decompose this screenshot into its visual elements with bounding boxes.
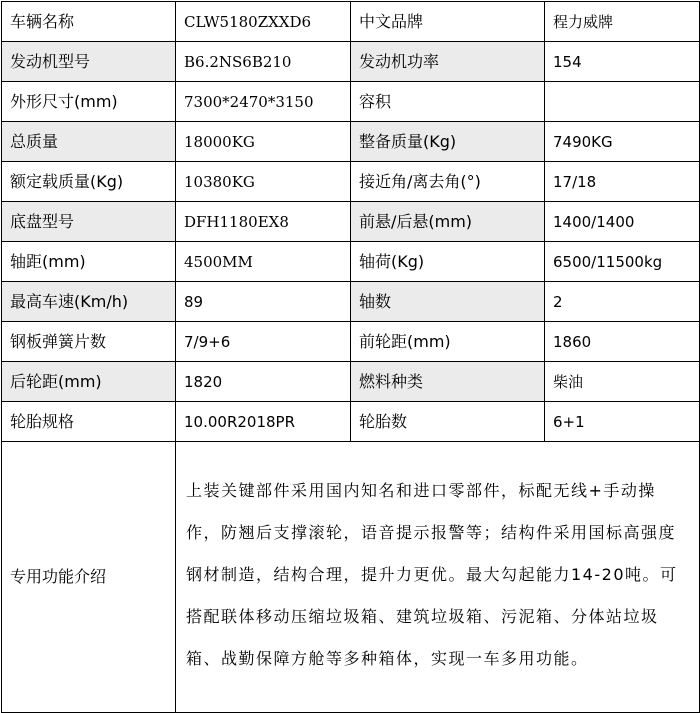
label-curb-mass: 整备质量(Kg) <box>351 122 545 162</box>
label-axle-load: 轴荷(Kg) <box>351 242 545 282</box>
value-wheelbase: 4500MM <box>176 242 351 282</box>
table-row <box>2 162 700 202</box>
value-leaf-springs: 7/9+6 <box>176 322 351 362</box>
value-chassis-model: DFH1180EX8 <box>176 202 351 242</box>
label-fuel-type: 燃料种类 <box>351 362 545 402</box>
label-overhang: 前悬/后悬(mm) <box>351 202 545 242</box>
label-rated-load: 额定载质量(Kg) <box>2 162 176 202</box>
label-volume: 容积 <box>351 82 545 122</box>
label-leaf-springs: 钢板弹簧片数 <box>2 322 176 362</box>
table-row <box>2 82 700 122</box>
label-tire-spec: 轮胎规格 <box>2 402 176 442</box>
vehicle-spec-table <box>1 1 700 713</box>
label-chassis-model: 底盘型号 <box>2 202 176 242</box>
label-vehicle-name: 车辆名称 <box>2 2 176 42</box>
label-wheelbase: 轴距(mm) <box>2 242 176 282</box>
label-front-track: 前轮距(mm) <box>351 322 545 362</box>
value-chinese-brand: 程力威牌 <box>545 2 700 42</box>
label-special-functions: 专用功能介绍 <box>2 442 176 713</box>
table-row <box>2 42 700 82</box>
table-row <box>2 402 700 442</box>
value-fuel-type: 柴油 <box>545 362 700 402</box>
table-row <box>2 362 700 402</box>
value-curb-mass: 7490KG <box>545 122 700 162</box>
value-rated-load: 10380KG <box>176 162 351 202</box>
label-max-speed: 最高车速(Km/h) <box>2 282 176 322</box>
label-gross-mass: 总质量 <box>2 122 176 162</box>
table-row <box>2 2 700 42</box>
value-approach-departure-angle: 17/18 <box>545 162 700 202</box>
value-engine-power: 154 <box>545 42 700 82</box>
table-row <box>2 122 700 162</box>
value-max-speed: 89 <box>176 282 351 322</box>
table-row <box>2 202 700 242</box>
label-chinese-brand: 中文品牌 <box>351 2 545 42</box>
value-axle-count: 2 <box>545 282 700 322</box>
value-volume <box>545 82 700 122</box>
value-front-track: 1860 <box>545 322 700 362</box>
value-tire-count: 6+1 <box>545 402 700 442</box>
value-tire-spec: 10.00R2018PR <box>176 402 351 442</box>
table-row <box>2 282 700 322</box>
value-dimensions: 7300*2470*3150 <box>176 82 351 122</box>
value-gross-mass: 18000KG <box>176 122 351 162</box>
table-row <box>2 442 700 713</box>
label-dimensions: 外形尺寸(mm) <box>2 82 176 122</box>
label-rear-track: 后轮距(mm) <box>2 362 176 402</box>
table-row <box>2 322 700 362</box>
label-engine-power: 发动机功率 <box>351 42 545 82</box>
table-row <box>2 242 700 282</box>
value-rear-track: 1820 <box>176 362 351 402</box>
special-functions-description: 上装关键部件采用国内知名和进口零部件，标配无线+手动操作，防翘后支撑滚轮，语音提示报警等；结构件采用国标高强度钢材制造，结构合理，提升力更优。最大勾起能力14-20吨。可搭配联体移动压缩垃圾箱、建筑垃圾箱、污泥箱、分体站垃圾箱、战勤保障方舱等多种箱体，实现一车多用功能。 <box>176 442 700 713</box>
label-engine-model: 发动机型号 <box>2 42 176 82</box>
value-axle-load: 6500/11500kg <box>545 242 700 282</box>
value-engine-model: B6.2NS6B210 <box>176 42 351 82</box>
label-axle-count: 轴数 <box>351 282 545 322</box>
value-overhang: 1400/1400 <box>545 202 700 242</box>
label-tire-count: 轮胎数 <box>351 402 545 442</box>
value-vehicle-name: CLW5180ZXXD6 <box>176 2 351 42</box>
label-approach-departure-angle: 接近角/离去角(°) <box>351 162 545 202</box>
